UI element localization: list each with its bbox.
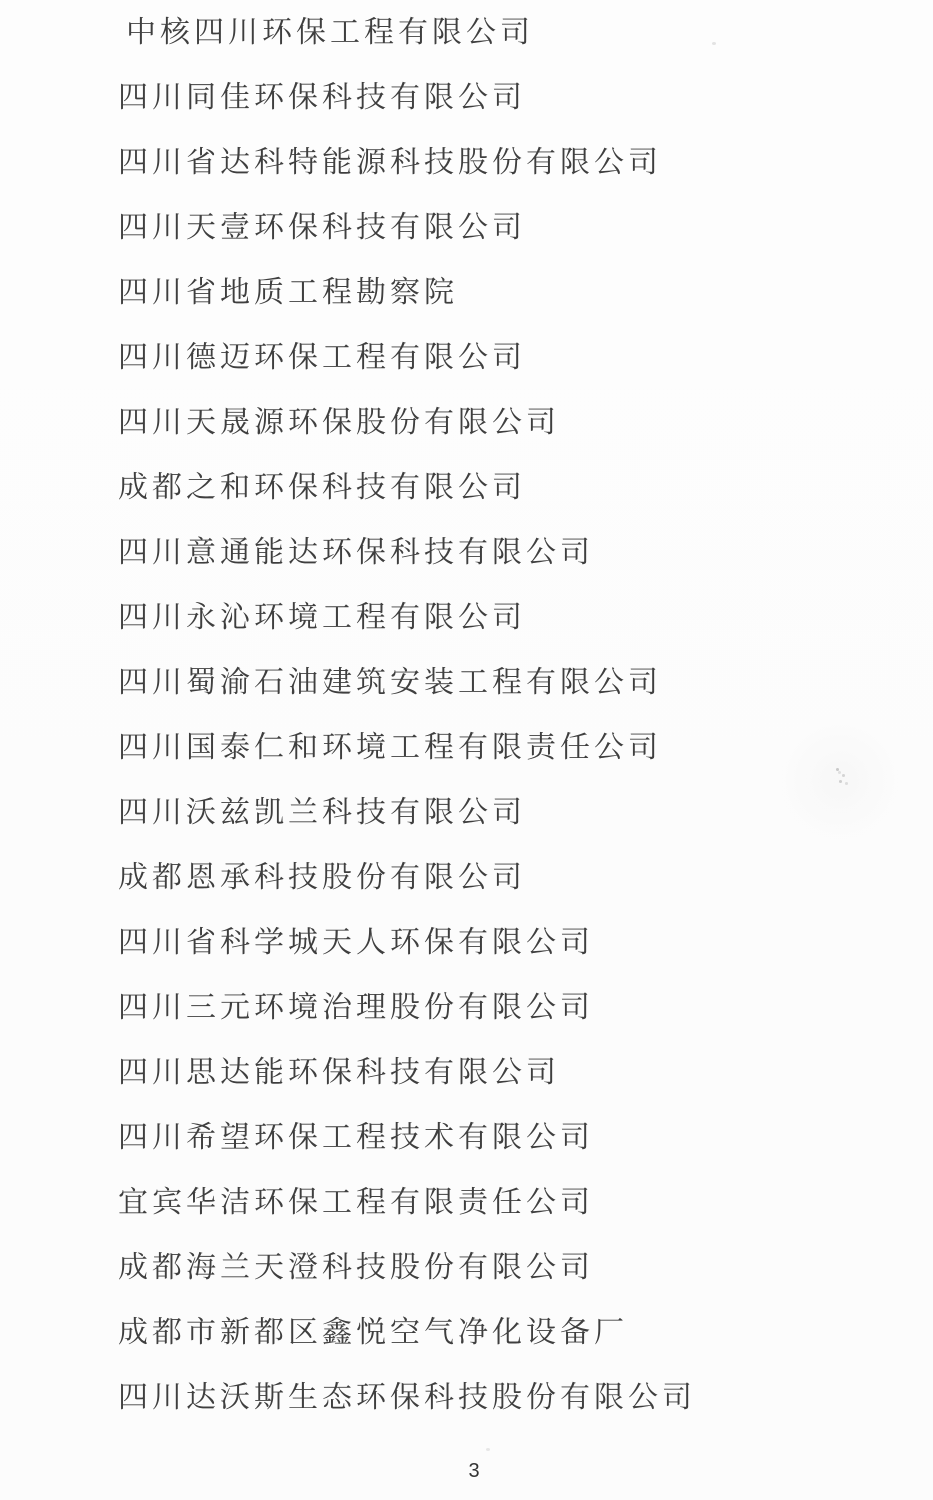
scan-speck (836, 768, 839, 771)
company-name: 四川蜀渝石油建筑安装工程有限公司 (118, 666, 662, 699)
company-name: 四川永沁环境工程有限公司 (118, 601, 526, 634)
company-name: 成都之和环保科技有限公司 (118, 471, 526, 504)
company-name: 四川希望环保工程技术有限公司 (118, 1121, 594, 1154)
company-name: 成都恩承科技股份有限公司 (118, 861, 526, 894)
company-name: 四川三元环境治理股份有限公司 (118, 991, 594, 1024)
company-name: 四川省科学城天人环保有限公司 (118, 926, 594, 959)
scan-speck (486, 1448, 490, 1451)
company-name: 四川同佳环保科技有限公司 (118, 81, 526, 114)
company-name: 四川达沃斯生态环保科技股份有限公司 (118, 1381, 696, 1414)
page-number: 3 (468, 1460, 480, 1482)
company-name: 宜宾华洁环保工程有限责任公司 (118, 1186, 594, 1219)
company-name: 四川沃兹凯兰科技有限公司 (118, 796, 526, 829)
scan-speck (712, 42, 716, 45)
company-name: 四川德迈环保工程有限公司 (118, 341, 526, 374)
company-name: 四川省达科特能源科技股份有限公司 (118, 146, 662, 179)
company-name: 成都市新都区鑫悦空气净化设备厂 (118, 1316, 628, 1349)
company-name: 四川天壹环保科技有限公司 (118, 211, 526, 244)
company-name: 中核四川环保工程有限公司 (126, 16, 534, 49)
company-name: 四川国泰仁和环境工程有限责任公司 (118, 731, 662, 764)
company-name: 四川省地质工程勘察院 (118, 276, 458, 309)
company-name: 四川天晟源环保股份有限公司 (118, 406, 560, 439)
company-name: 成都海兰天澄科技股份有限公司 (118, 1251, 594, 1284)
company-name: 四川意通能达环保科技有限公司 (118, 536, 594, 569)
company-name: 四川思达能环保科技有限公司 (118, 1056, 560, 1089)
